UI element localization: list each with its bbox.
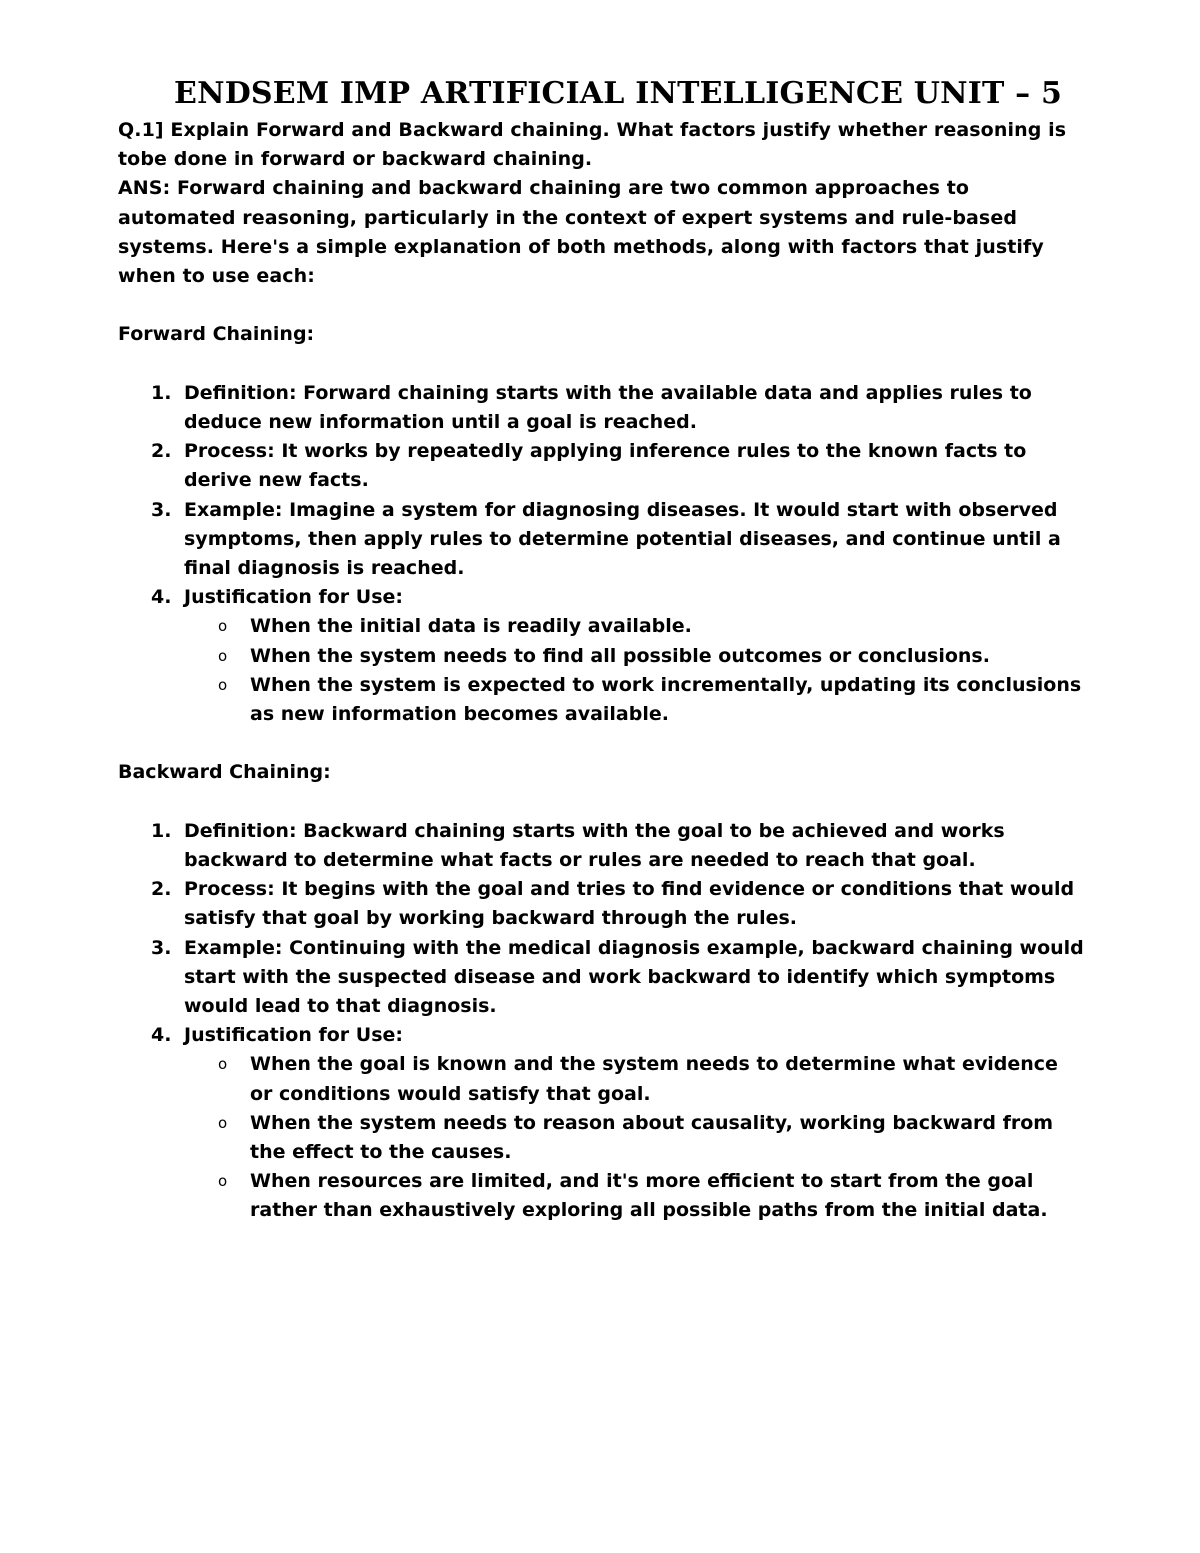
forward-item-justification	[118, 583, 1084, 729]
list-item-text: Definition: Backward chaining starts with the goal to be achieved and works backward to determine what facts or rules are needed to reach that goal.	[184, 819, 1005, 872]
question-text: Q.1] Explain Forward and Backward chaining. What factors justify whether reasoning is tobe done in forward or backward chaining.	[118, 119, 1067, 171]
list-number: 1.	[151, 381, 172, 404]
justification-text: When the system is expected to work incrementally, updating its conclusions as new information becomes available.	[250, 673, 1082, 726]
list-item-text: Justification for Use:	[184, 1024, 403, 1047]
spacer	[118, 788, 1084, 817]
bullet-icon: o	[218, 1172, 228, 1191]
list-item-text: Process: It works by repeatedly applying inference rules to the known facts to derive new facts.	[184, 440, 1027, 492]
list-item-text: Example: Continuing with the medical diagnosis example, backward chaining would start with the suspected disease and work backward to identify which symptoms would lead to that diagnosis.	[184, 936, 1084, 1018]
justification-item	[184, 1050, 1084, 1108]
spacer	[118, 291, 1084, 320]
bullet-icon: o	[218, 675, 228, 694]
forward-chaining-heading: Forward Chaining:	[118, 323, 315, 346]
forward-chaining-list	[118, 379, 1084, 729]
justification-text: When the initial data is readily available.	[250, 615, 692, 638]
backward-justification-list	[184, 1050, 1084, 1225]
backward-item-example	[118, 934, 1084, 1022]
document-title: ENDSEM IMP ARTIFICIAL INTELLIGENCE UNIT – 5	[174, 76, 1063, 111]
answer-intro: ANS: Forward chaining and backward chaining are two common approaches to automated reasoning, particularly in the context of expert systems and rule-based systems. Here's a simple explanation of both methods, along with factors that justify when to use each:	[118, 177, 1044, 288]
justification-item	[184, 1167, 1084, 1225]
list-item-text: Process: It begins with the goal and tries to find evidence or conditions that would satisfy that goal by working backward through the rules.	[184, 878, 1075, 930]
spacer	[118, 350, 1084, 379]
list-number: 3.	[151, 936, 172, 959]
list-number: 4.	[151, 1024, 172, 1047]
justification-text: When resources are limited, and it's more efficient to start from the goal rather than exhaustively exploring all possible paths from the initial data.	[250, 1170, 1048, 1222]
list-number: 1.	[151, 819, 172, 842]
backward-item-process	[118, 875, 1084, 933]
list-number: 4.	[151, 586, 172, 609]
forward-item-example	[118, 496, 1084, 584]
backward-item-definition	[118, 817, 1084, 875]
bullet-icon: o	[218, 617, 228, 636]
bullet-icon: o	[218, 646, 228, 665]
spacer	[118, 729, 1084, 758]
justification-text: When the system needs to reason about causality, working backward from the effect to the causes.	[250, 1111, 1054, 1164]
list-item-text: Definition: Forward chaining starts with the available data and applies rules to deduce new information until a goal is reached.	[184, 381, 1032, 433]
justification-item	[184, 612, 1084, 641]
list-item-text: Example: Imagine a system for diagnosing diseases. It would start with observed symptoms, then apply rules to determine potential diseases, and continue until a final diagnosis is reached.	[184, 498, 1061, 580]
backward-chaining-heading: Backward Chaining:	[118, 761, 331, 784]
bullet-icon: o	[218, 1055, 228, 1074]
forward-item-definition	[118, 379, 1084, 437]
forward-justification-list	[184, 612, 1084, 729]
document-page	[118, 72, 1084, 1226]
justification-text: When the system needs to find all possible outcomes or conclusions.	[250, 644, 990, 667]
justification-item	[184, 671, 1084, 729]
list-number: 2.	[151, 878, 172, 901]
backward-chaining-list	[118, 817, 1084, 1226]
bullet-icon: o	[218, 1113, 228, 1132]
list-number: 3.	[151, 498, 172, 521]
list-number: 2.	[151, 440, 172, 463]
forward-item-process	[118, 437, 1084, 495]
list-item-text: Justification for Use:	[184, 586, 403, 609]
justification-item	[184, 642, 1084, 671]
justification-item	[184, 1109, 1084, 1167]
justification-text: When the goal is known and the system needs to determine what evidence or conditions would satisfy that goal.	[250, 1053, 1058, 1105]
backward-item-justification	[118, 1021, 1084, 1225]
